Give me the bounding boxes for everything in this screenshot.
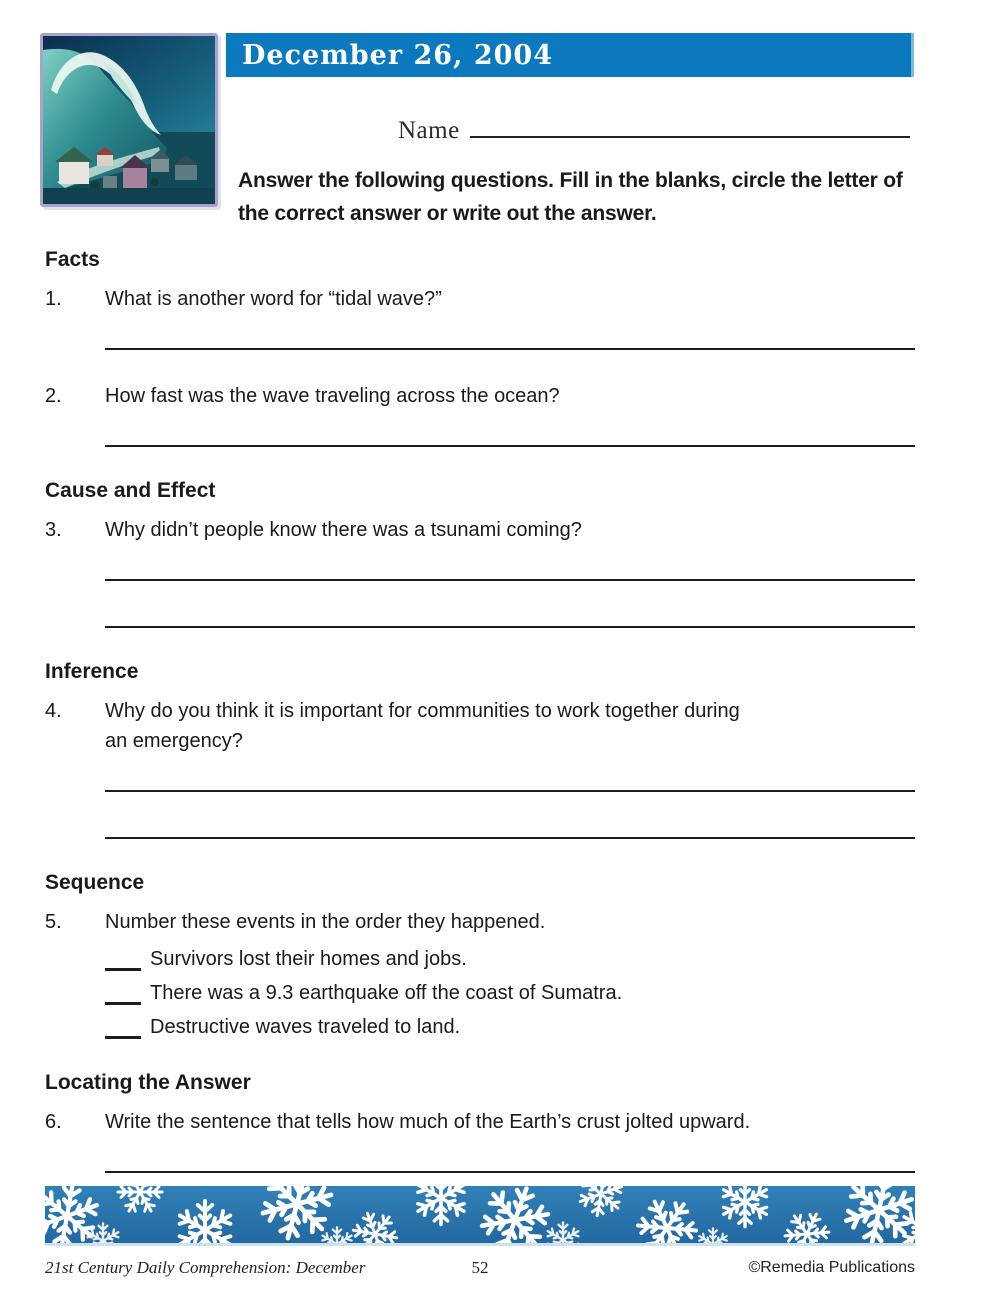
question-number: 5. (45, 911, 62, 933)
question-row (45, 515, 915, 545)
question-block (45, 284, 915, 350)
question-number: 6. (45, 1111, 62, 1133)
name-field-row (398, 110, 910, 145)
question-row (45, 1107, 915, 1137)
footer-publisher: ©Remedia Publications (748, 1259, 915, 1276)
sequence-item-text: There was a 9.3 earthquake off the coast of Sumatra. (150, 982, 623, 1004)
sequence-item (105, 981, 915, 1005)
footer-page-number: 52 (471, 1258, 489, 1277)
question-block (45, 1107, 915, 1173)
question-block (45, 515, 915, 628)
snowflake-icon (472, 1186, 557, 1243)
page-footer (45, 1258, 915, 1282)
section-inference (45, 660, 915, 839)
question-block (45, 696, 915, 839)
question-row (45, 696, 915, 756)
answer-line[interactable] (105, 579, 915, 581)
question-row (45, 284, 915, 314)
answer-line[interactable] (105, 837, 915, 839)
answer-line[interactable] (105, 626, 915, 628)
question-text-line2: an emergency? (105, 730, 243, 752)
snowflake-icon (176, 1201, 234, 1243)
question-text: Why do you think it is important for communities to work together during an emergency? (105, 696, 740, 756)
question-number: 2. (45, 385, 62, 407)
section-heading: Inference (45, 660, 139, 683)
section-facts (45, 248, 915, 447)
snowflake-icon (546, 1222, 581, 1243)
tsunami-illustration (43, 36, 215, 204)
section-locating-the-answer (45, 1071, 915, 1173)
question-text: How fast was the wave traveling across the ocean? (105, 385, 560, 407)
question-number: 4. (45, 700, 62, 722)
date-banner (226, 33, 914, 77)
questions-area (45, 240, 915, 1173)
sequence-item (105, 1015, 915, 1039)
question-block (45, 381, 915, 447)
question-row (45, 381, 915, 411)
question-text: Why didn’t people know there was a tsunami coming? (105, 519, 582, 541)
snowflake-icon (320, 1227, 353, 1243)
question-text: Number these events in the order they happened. (105, 911, 546, 933)
snowflake-icon (344, 1203, 406, 1243)
snowflake-icon (415, 1186, 467, 1224)
sequence-number-blank[interactable] (105, 986, 141, 1005)
snowflake-icon (110, 1186, 170, 1222)
answer-line[interactable] (105, 1171, 915, 1173)
sequence-items (105, 947, 915, 1039)
instructions-text: Answer the following questions. Fill in the blanks, circle the letter of the correct answer or write out the answer. (238, 169, 903, 225)
snowflake-icon (721, 1186, 770, 1227)
answer-line[interactable] (105, 348, 915, 350)
section-heading: Sequence (45, 871, 145, 894)
footer-book-title: 21st Century Daily Comprehension: December (45, 1258, 366, 1277)
snowflake-icon (778, 1205, 836, 1243)
question-row (45, 907, 915, 937)
question-text: Write the sentence that tells how much of the Earth’s crust jolted upward. (105, 1111, 751, 1133)
name-label: Name (398, 117, 460, 144)
snowflake-band-art (45, 1186, 915, 1243)
sequence-item-text: Destructive waves traveled to land. (150, 1016, 461, 1038)
sequence-item (105, 947, 915, 971)
question-number: 3. (45, 519, 62, 541)
answer-line[interactable] (105, 790, 915, 792)
name-input-line[interactable] (470, 110, 910, 138)
snowflake-icon (45, 1186, 103, 1243)
snowflake-icon (576, 1186, 627, 1219)
question-number: 1. (45, 288, 62, 310)
section-sequence (45, 871, 915, 1039)
section-heading: Locating the Answer (45, 1071, 251, 1094)
section-heading: Facts (45, 248, 100, 271)
section-heading: Cause and Effect (45, 479, 216, 502)
snowflake-icon (627, 1188, 707, 1243)
tsunami-photo (40, 33, 218, 207)
question-block (45, 907, 915, 1039)
sequence-item-text: Survivors lost their homes and jobs. (150, 948, 467, 970)
answer-line[interactable] (105, 445, 915, 447)
snowflake-border (45, 1186, 915, 1246)
section-cause-and-effect (45, 479, 915, 628)
sequence-number-blank[interactable] (105, 952, 141, 971)
snowflake-icon (697, 1228, 728, 1243)
sequence-number-blank[interactable] (105, 1020, 141, 1039)
banner-title: December 26, 2004 (242, 39, 553, 71)
question-text: What is another word for “tidal wave?” (105, 288, 442, 310)
